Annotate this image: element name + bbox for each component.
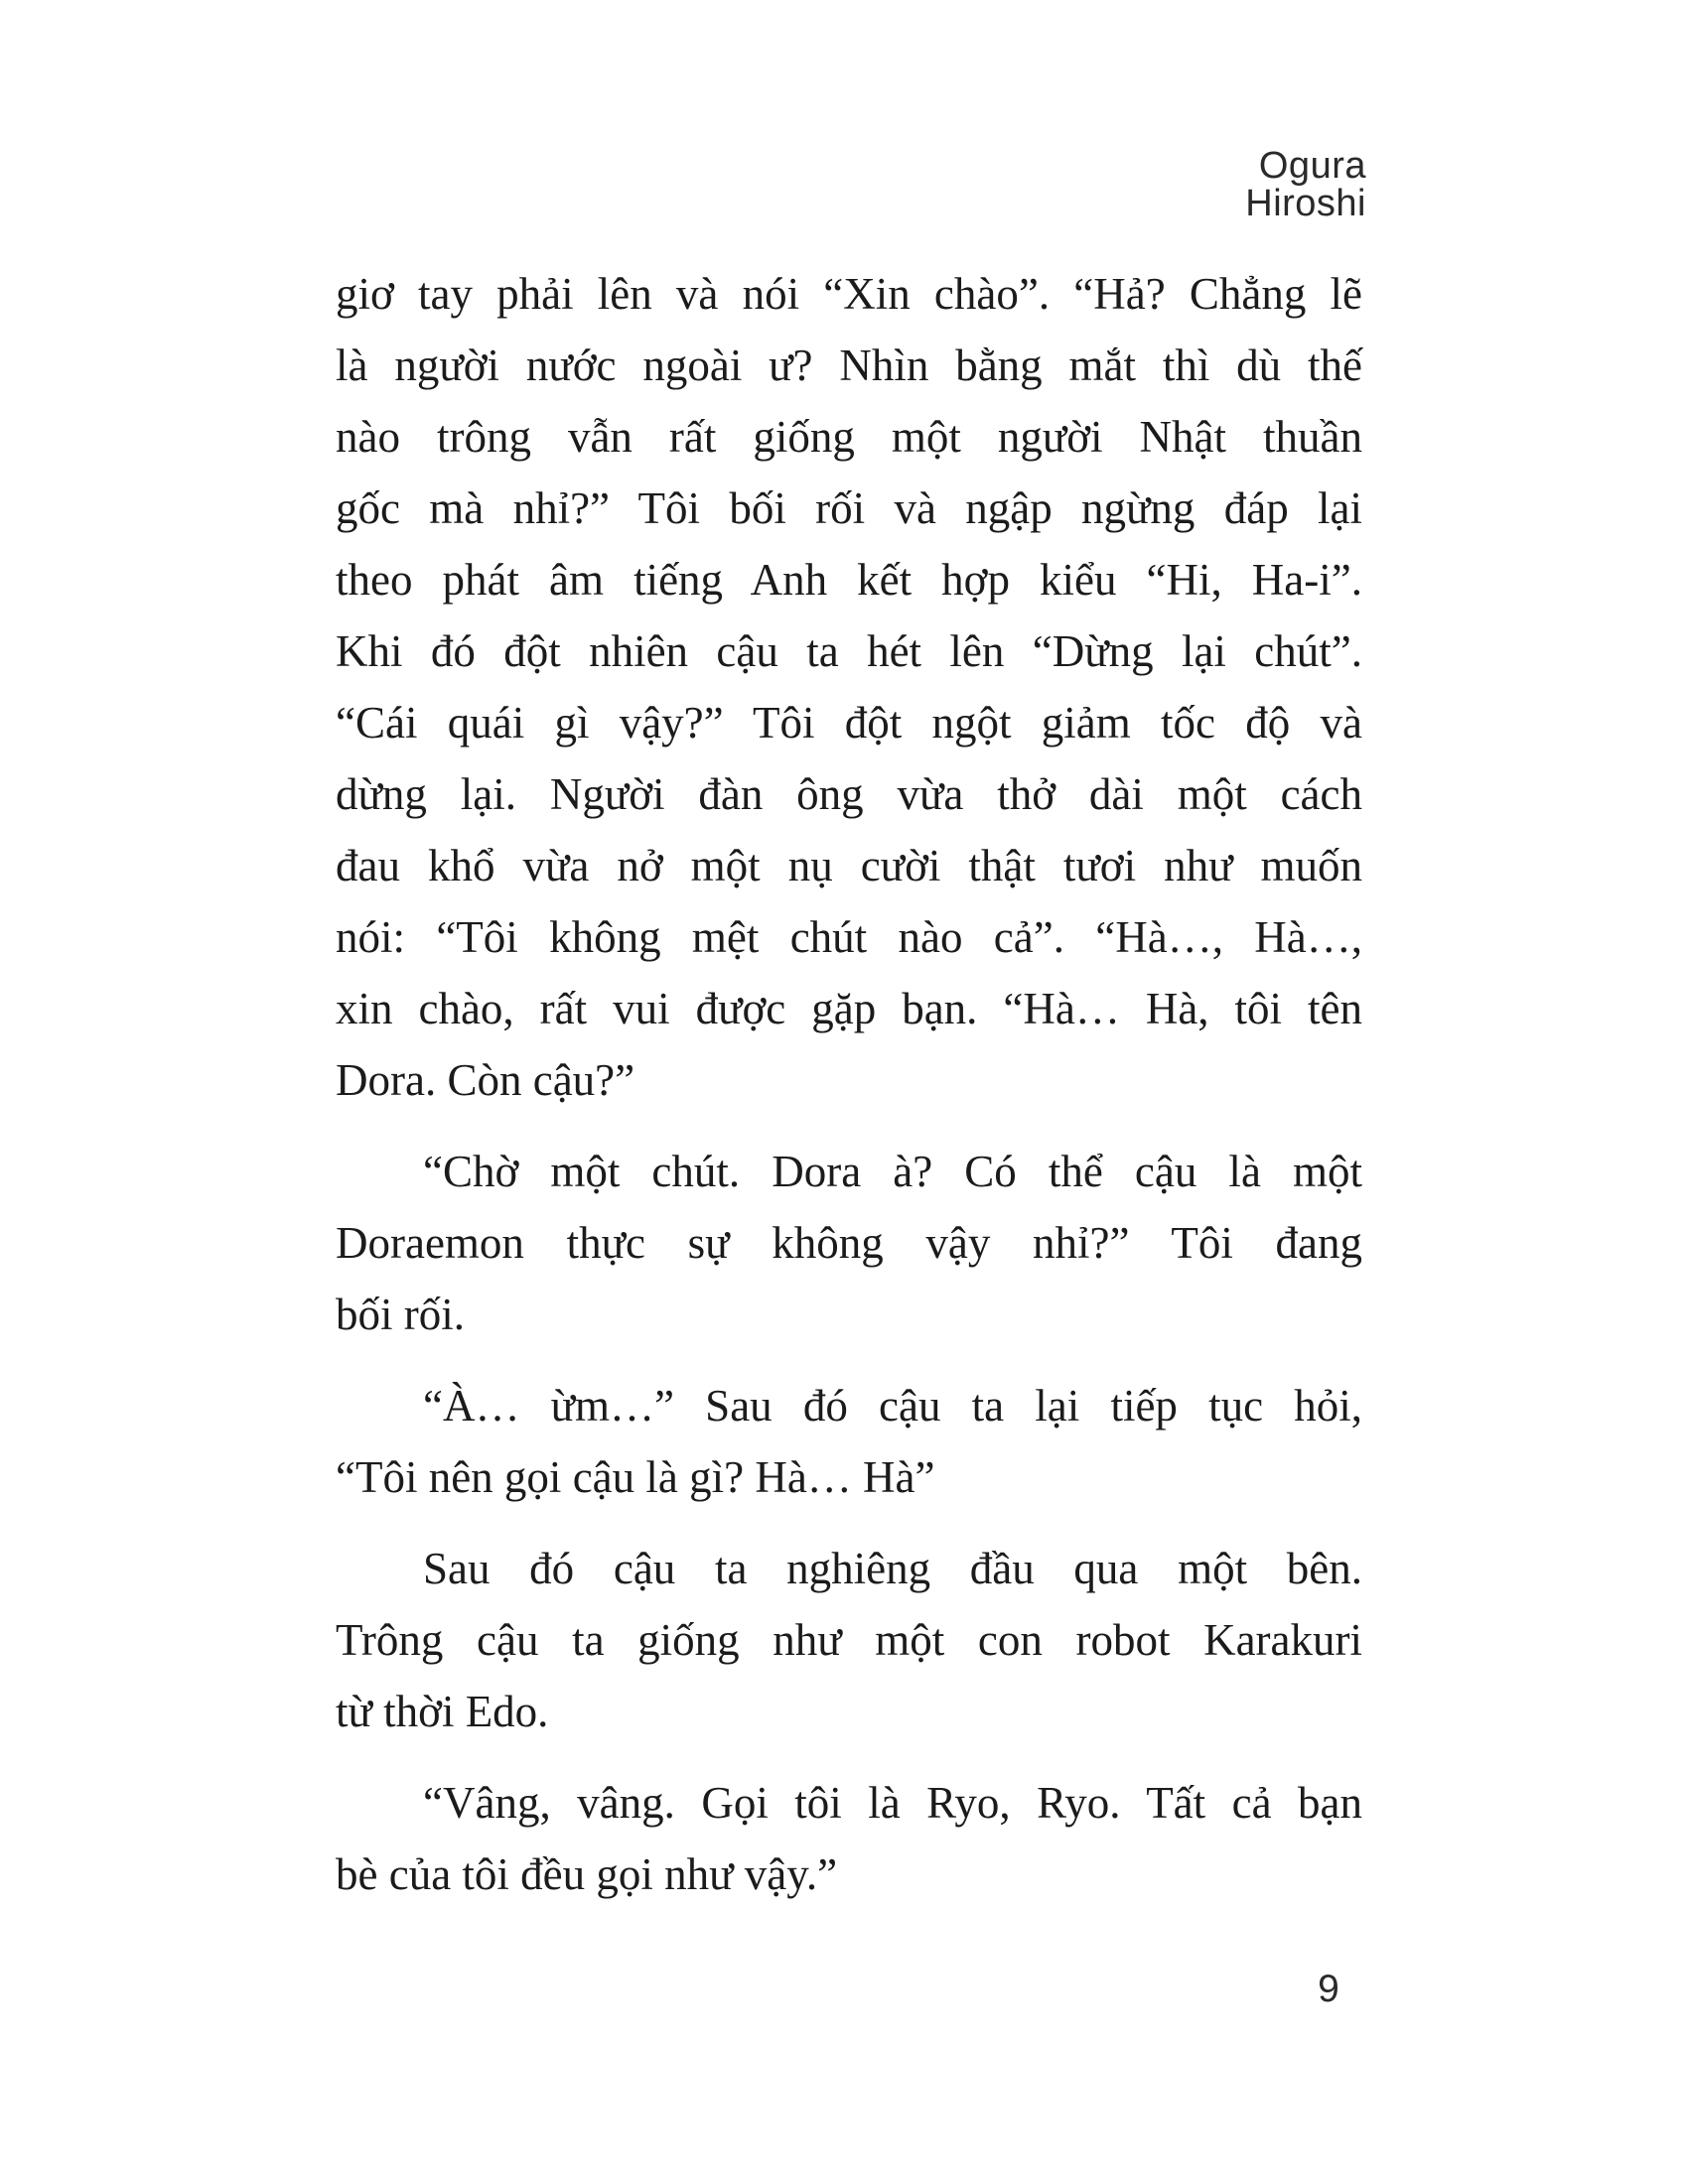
paragraph [336, 1533, 1362, 1747]
text-line: nào trông vẫn rất giống một người Nhật thuần [336, 412, 1362, 462]
text-line: Sau đó cậu ta nghiêng đầu qua một bên. [423, 1544, 1362, 1593]
text-line: Dora. Còn cậu?” [336, 1055, 635, 1105]
text-line: từ thời Edo. [336, 1687, 549, 1736]
text-line: giơ tay phải lên và nói “Xin chào”. “Hả? Chẳng lẽ [336, 269, 1362, 319]
text-line: “À… ừm…” Sau đó cậu ta lại tiếp tục hỏi, [423, 1381, 1362, 1431]
text-line: đau khổ vừa nở một nụ cười thật tươi như muốn [336, 841, 1362, 890]
paragraph [336, 1370, 1362, 1513]
text-line: Khi đó đột nhiên cậu ta hét lên “Dừng lại chút”. [336, 626, 1362, 676]
text-line: xin chào, rất vui được gặp bạn. “Hà… Hà, tôi tên [336, 984, 1362, 1033]
text-line: “Chờ một chút. Dora à? Có thể cậu là một [423, 1147, 1362, 1196]
paragraph [336, 1767, 1362, 1910]
text-line: dừng lại. Người đàn ông vừa thở dài một cách [336, 769, 1362, 819]
text-line: bè của tôi đều gọi như vậy.” [336, 1849, 838, 1899]
page-number: 9 [1318, 1968, 1339, 2010]
text-line: gốc mà nhỉ?” Tôi bối rối và ngập ngừng đáp lại [336, 483, 1362, 533]
text-line: “Cái quái gì vậy?” Tôi đột ngột giảm tốc độ và [336, 698, 1362, 748]
text-line: Doraemon thực sự không vậy nhỉ?” Tôi đang [336, 1218, 1362, 1268]
text-line: là người nước ngoài ư? Nhìn bằng mắt thì dù thế [336, 341, 1362, 390]
paragraph [336, 258, 1362, 1116]
text-line: bối rối. [336, 1290, 465, 1339]
text-line: “Tôi nên gọi cậu là gì? Hà… Hà” [336, 1452, 935, 1502]
text-line: “Vâng, vâng. Gọi tôi là Ryo, Ryo. Tất cả bạn [423, 1778, 1362, 1828]
running-header-author: Ogura Hiroshi [1245, 145, 1366, 224]
text-line: nói: “Tôi không mệt chút nào cả”. “Hà…, Hà…, [336, 912, 1362, 962]
text-line: theo phát âm tiếng Anh kết hợp kiểu “Hi, Ha-i”. [336, 555, 1362, 605]
paragraph [336, 1136, 1362, 1350]
text-line: Trông cậu ta giống như một con robot Karakuri [336, 1615, 1362, 1665]
body-text [336, 258, 1362, 1910]
